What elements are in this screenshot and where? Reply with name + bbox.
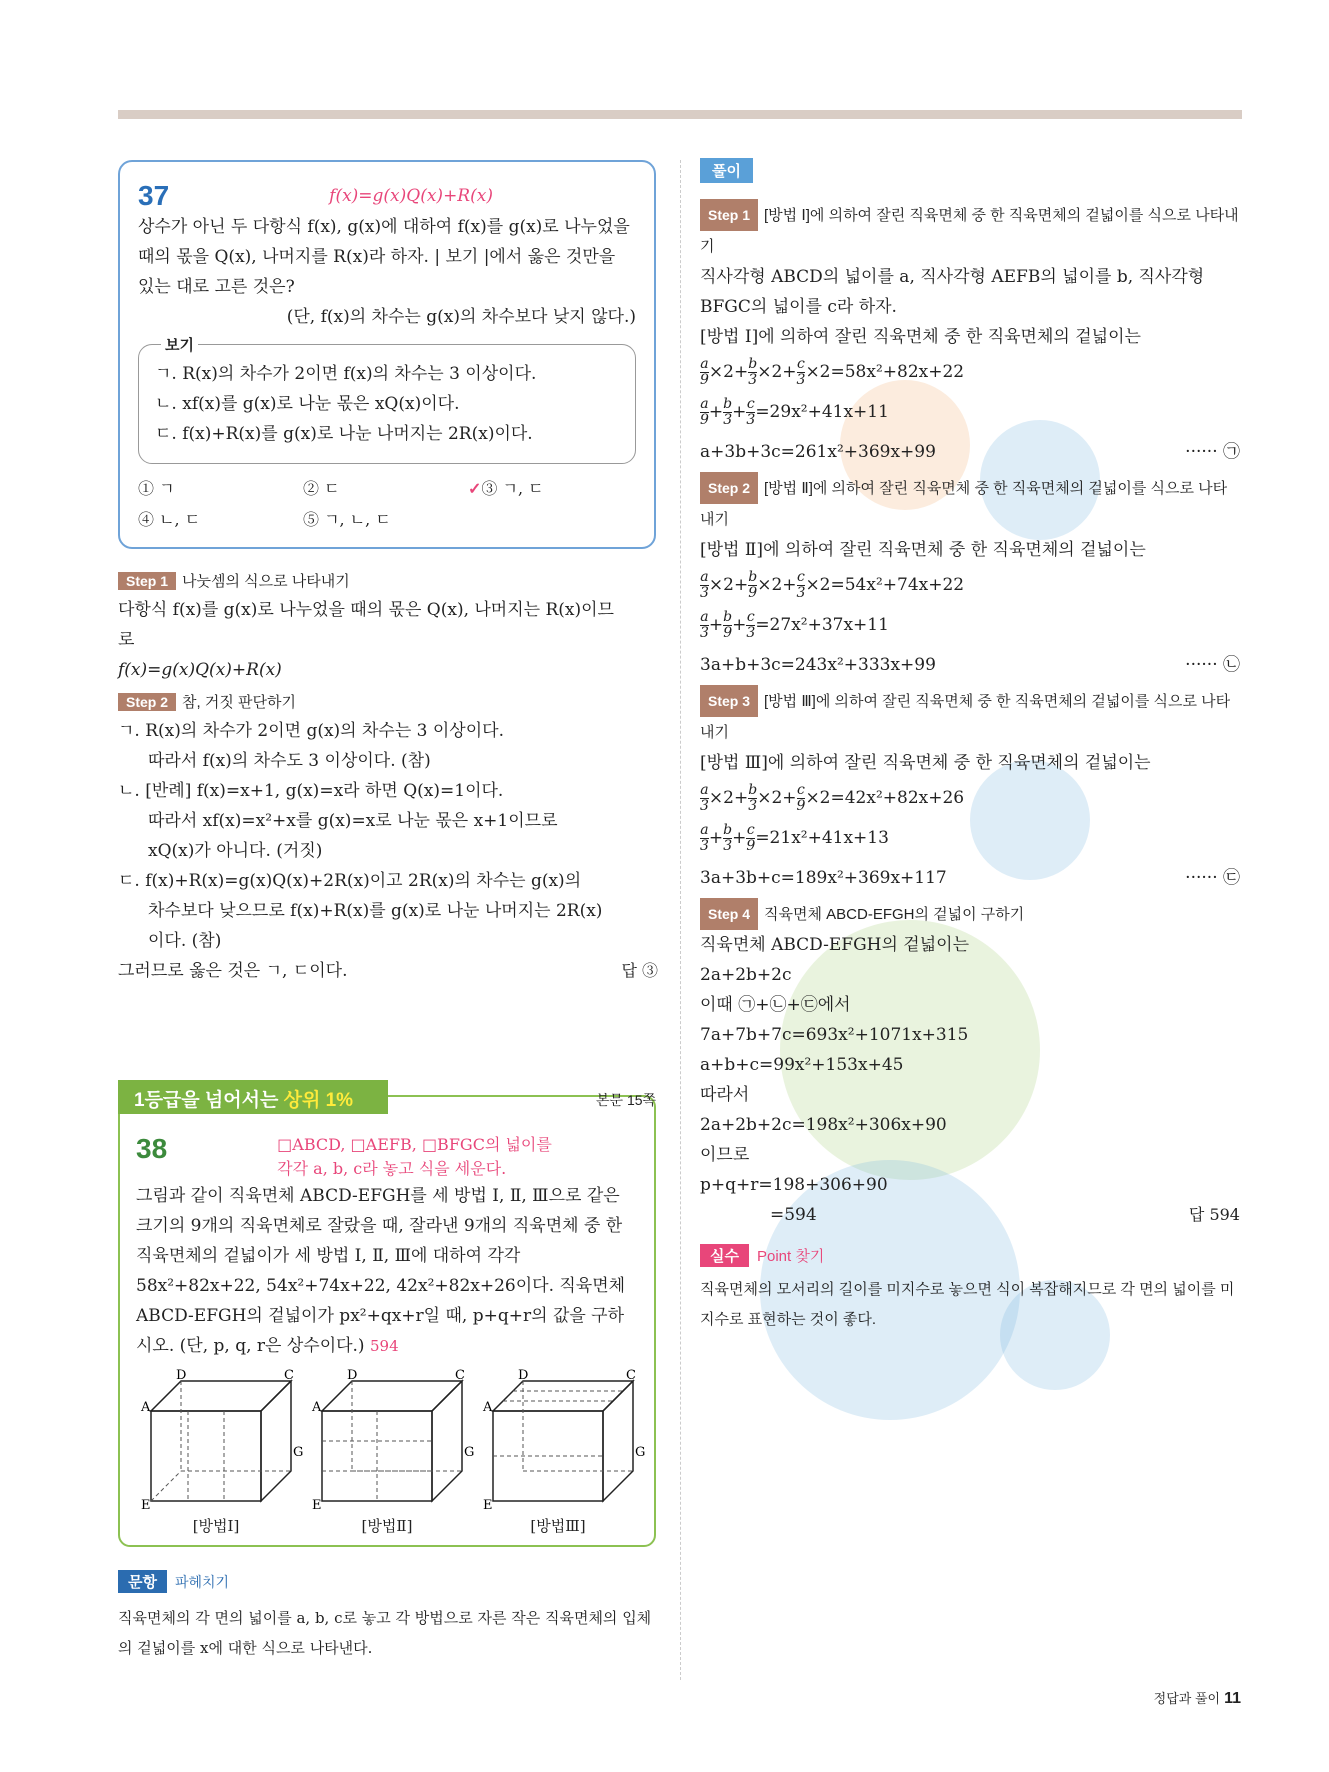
solution-line: 이때 ㉠+㉡+㉢에서 [700,995,851,1015]
solution-line: [방법 Ⅲ]에 의하여 잘린 직육면체 중 한 직육면체의 겉넓이는 [700,753,1151,773]
silsu-subtitle: Point 찾기 [756,1248,825,1265]
question-text: 상수가 아닌 두 다항식 f(x), g(x)에 대하여 f(x)를 g(x)로 나누었을 때의 몫을 Q(x), 나머지를 R(x)라 하자. | 보기 |에서 옳은 것만을 있는 대로 고른 것은? [138,217,630,297]
step-badge: Step 3 [700,685,758,717]
svg-text:E: E [312,1498,322,1513]
solution-line: 2a+2b+2c=198x²+306x+90 [700,1115,947,1135]
solution-line: 다항식 f(x)를 g(x)로 나누었을 때의 몫은 Q(x), 나머지는 R(x)이므 [118,600,614,620]
svg-text:G: G [635,1445,646,1460]
equation: 3a+3b+c=189x²+369x+117 ······ ㉢ [700,868,1240,888]
munhang-text: 직육면체의 각 면의 넓이를 a, b, c로 놓고 각 방법으로 자른 작은 직육면체의 입체의 겉넓이를 x에 대한 식으로 나타낸다. [118,1609,652,1657]
svg-text:A: A [312,1400,322,1415]
solution-line: 차수보다 낮으므로 f(x)+R(x)를 g(x)로 나눈 나머지는 2R(x) [148,901,603,921]
puli-tag: 풀이 [700,158,753,183]
silsu-tag: 실수 [700,1244,749,1267]
solution-line: 이다. (참) [148,931,222,951]
cube-figure-1 [136,1368,304,1536]
conclusion: 그러므로 옳은 것은 ㄱ, ㄷ이다. [118,961,348,981]
check-icon: ✓ [468,479,482,498]
svg-text:C: C [455,1368,465,1383]
cube-figures [136,1368,646,1536]
annotation: 각각 a, b, c라 놓고 식을 세운다. [277,1159,507,1178]
munhang-subtitle: 파헤치기 [174,1574,230,1590]
annotation: f(x)=g(x)Q(x)+R(x) [329,186,493,206]
step-title: [방법 Ⅰ]에 의하여 잘린 직육면체 중 한 직육면체의 겉넓이를 식으로 나타내기 [700,207,1239,255]
silsu-text: 직육면체의 모서리의 길이를 미지수로 놓으면 식이 복잡해지므로 각 면의 넓이를 미지수로 표현하는 것이 좋다. [700,1281,1235,1328]
step-badge: Step 1 [700,199,758,231]
cube-label: [방법Ⅲ] [530,1517,586,1535]
question-37-box [118,160,656,549]
step-badge: Step 4 [700,898,758,930]
page-footer [1154,1688,1241,1708]
solution-line: =594 [770,1205,817,1225]
solution-line: p+q+r=198+306+90 [700,1175,888,1195]
step-title: [방법 Ⅲ]에 의하여 잘린 직육면체 중 한 직육면체의 겉넓이를 식으로 나타내기 [700,693,1231,741]
solution-line: [방법 Ⅰ]에 의하여 잘린 직육면체 중 한 직육면체의 겉넓이는 [700,327,1141,347]
solution-line: 따라서 f(x)의 차수도 3 이상이다. (참) [148,751,431,771]
question-number: 37 [138,180,170,211]
equation: $\frac{a}{9}$ + $\frac{b}{3}$ + $\frac{c}{3}$ =29x²+41x+11 [700,396,889,428]
svg-text:G: G [293,1445,304,1460]
svg-text:D: D [518,1368,529,1383]
equation: $\frac{a}{3}$ + $\frac{b}{3}$ + $\frac{c}{9}$ =21x²+41x+13 [700,822,889,854]
bogi-item: ㄴ. xf(x)를 g(x)로 나눈 몫은 xQ(x)이다. [155,394,460,414]
svg-text:C: C [626,1368,636,1383]
solution-line: 로 [118,630,135,650]
munhang-tag: 문항 [118,1570,167,1593]
step-title: 참, 거짓 판단하기 [182,694,296,711]
bogi-item: ㄱ. R(x)의 차수가 2이면 f(x)의 차수는 3 이상이다. [155,364,537,384]
section-tag: 1등급을 넘어서는 상위 1% [118,1080,388,1114]
solution-38 [700,158,1240,1335]
reference-page: 본문 15쪽 [596,1092,657,1108]
solution-line: 7a+7b+7c=693x²+1071x+315 [700,1025,969,1045]
footer-label: 정답과 풀이 [1153,1691,1221,1706]
solution-line: 직육면체 ABCD-EFGH의 겉넓이는 [700,935,969,955]
step-badge: Step 2 [700,472,758,504]
equation: $\frac{a}{3}$ ×2+ $\frac{b}{3}$ ×2+ $\frac{c}{9}$ ×2=42x²+82x+26 [700,782,965,814]
answer-badge: 답 594 [1188,1205,1240,1224]
equation: $\frac{a}{9}$ ×2+ $\frac{b}{3}$ ×2+ $\frac{c}{3}$ ×2=58x²+82x+22 [700,356,965,388]
svg-text:A: A [483,1400,493,1415]
solution-37 [118,570,658,986]
solution-line: 2a+2b+2c [700,965,792,985]
bogi-box [138,337,636,464]
solution-line: xQ(x)가 아니다. (거짓) [148,841,323,861]
svg-text:D: D [347,1368,358,1383]
svg-text:G: G [464,1445,475,1460]
cube-label: [방법Ⅰ] [192,1517,240,1535]
choices [138,476,636,530]
solution-line: 이므로 [700,1145,750,1165]
cube-figure-2 [307,1368,475,1536]
munhang-section [118,1570,658,1663]
solution-line: 직사각형 ABCD의 넓이를 a, 직사각형 AEFB의 넓이를 b, 직사각형 BFGC의 넓이를 c라 하자. [700,267,1205,317]
bogi-title: 보기 [161,334,198,355]
solution-line: 따라서 xf(x)=x²+x를 g(x)=x로 나눈 몫은 x+1이므로 [148,811,558,831]
equation: a+3b+3c=261x²+369x+99 ······ ㉠ [700,442,1240,462]
question-condition: (단, f(x)의 차수는 g(x)의 차수보다 낮지 않다.) [286,307,636,327]
svg-text:C: C [284,1368,294,1383]
equation: 3a+b+3c=243x²+333x+99 ······ ㉡ [700,655,1240,675]
top-rule [118,110,1242,119]
question-38-box [118,1095,656,1547]
cube-label: [방법Ⅱ] [361,1517,413,1535]
solution-line: [방법 Ⅱ]에 의하여 잘린 직육면체 중 한 직육면체의 겉넓이는 [700,540,1146,560]
choice-4: ④ ㄴ, ㄷ [138,510,201,529]
solution-line: ㄷ. f(x)+R(x)=g(x)Q(x)+2R(x)이고 2R(x)의 차수는 g(x)의 [118,871,582,891]
page-number: 11 [1224,1690,1241,1707]
column-divider [680,160,681,1680]
svg-text:E: E [483,1498,493,1513]
step-title: 나눗셈의 식으로 나타내기 [182,573,350,590]
step-title: 직육면체 ABCD-EFGH의 겉넓이 구하기 [764,906,1025,923]
equation: $\frac{a}{3}$ + $\frac{b}{9}$ + $\frac{c}{3}$ =27x²+37x+11 [700,609,889,641]
question-text: 그림과 같이 직육면체 ABCD-EFGH를 세 방법 Ⅰ, Ⅱ, Ⅲ으로 같은 크기의 9개의 직육면체로 잘랐을 때, 잘라낸 9개의 직육면체 중 한 직육면체의 겉넓이가 세 방법 Ⅰ, Ⅱ, Ⅲ에 대하여 각각 58x²+82x+22, 54x²+74x+22, 42x²+82x+26이다. 직육면체 ABCD-EFGH의 겉넓이가 px²+qx+r일 때, p+q+r의 값을 구하시오. (단, p, q, r은 상수이다.) [136,1186,626,1356]
svg-text:A: A [141,1400,151,1415]
equation: $\frac{a}{3}$ ×2+ $\frac{b}{9}$ ×2+ $\frac{c}{3}$ ×2=54x²+74x+22 [700,569,965,601]
step-badge: Step 1 [118,572,176,590]
solution-line: ㄱ. R(x)의 차수가 2이면 g(x)의 차수는 3 이상이다. [118,721,504,741]
solution-line: a+b+c=99x²+153x+45 [700,1055,904,1075]
choice-3: ✓③ ㄱ, ㄷ [468,479,544,498]
choice-5: ⑤ ㄱ, ㄴ, ㄷ [303,510,391,529]
annotation: □ABCD, □AEFB, □BFGC의 넓이를 [277,1135,552,1154]
solution-line: 따라서 [700,1085,750,1105]
choice-1: ① ㄱ [138,479,175,498]
inline-answer: 594 [369,1337,399,1355]
svg-text:D: D [176,1368,187,1383]
svg-text:E: E [141,1498,151,1513]
solution-line: ㄴ. [반례] f(x)=x+1, g(x)=x라 하면 Q(x)=1이다. [118,781,504,801]
solution-line: f(x)=g(x)Q(x)+R(x) [118,660,282,680]
choice-2: ② ㄷ [303,479,340,498]
step-badge: Step 2 [118,693,176,711]
answer-badge: 답 ③ [621,961,658,980]
question-number: 38 [136,1133,168,1164]
step-title: [방법 Ⅱ]에 의하여 잘린 직육면체 중 한 직육면체의 겉넓이를 식으로 나타내기 [700,480,1228,528]
cube-figure-3 [478,1368,646,1536]
bogi-item: ㄷ. f(x)+R(x)를 g(x)로 나눈 나머지는 2R(x)이다. [155,424,533,444]
